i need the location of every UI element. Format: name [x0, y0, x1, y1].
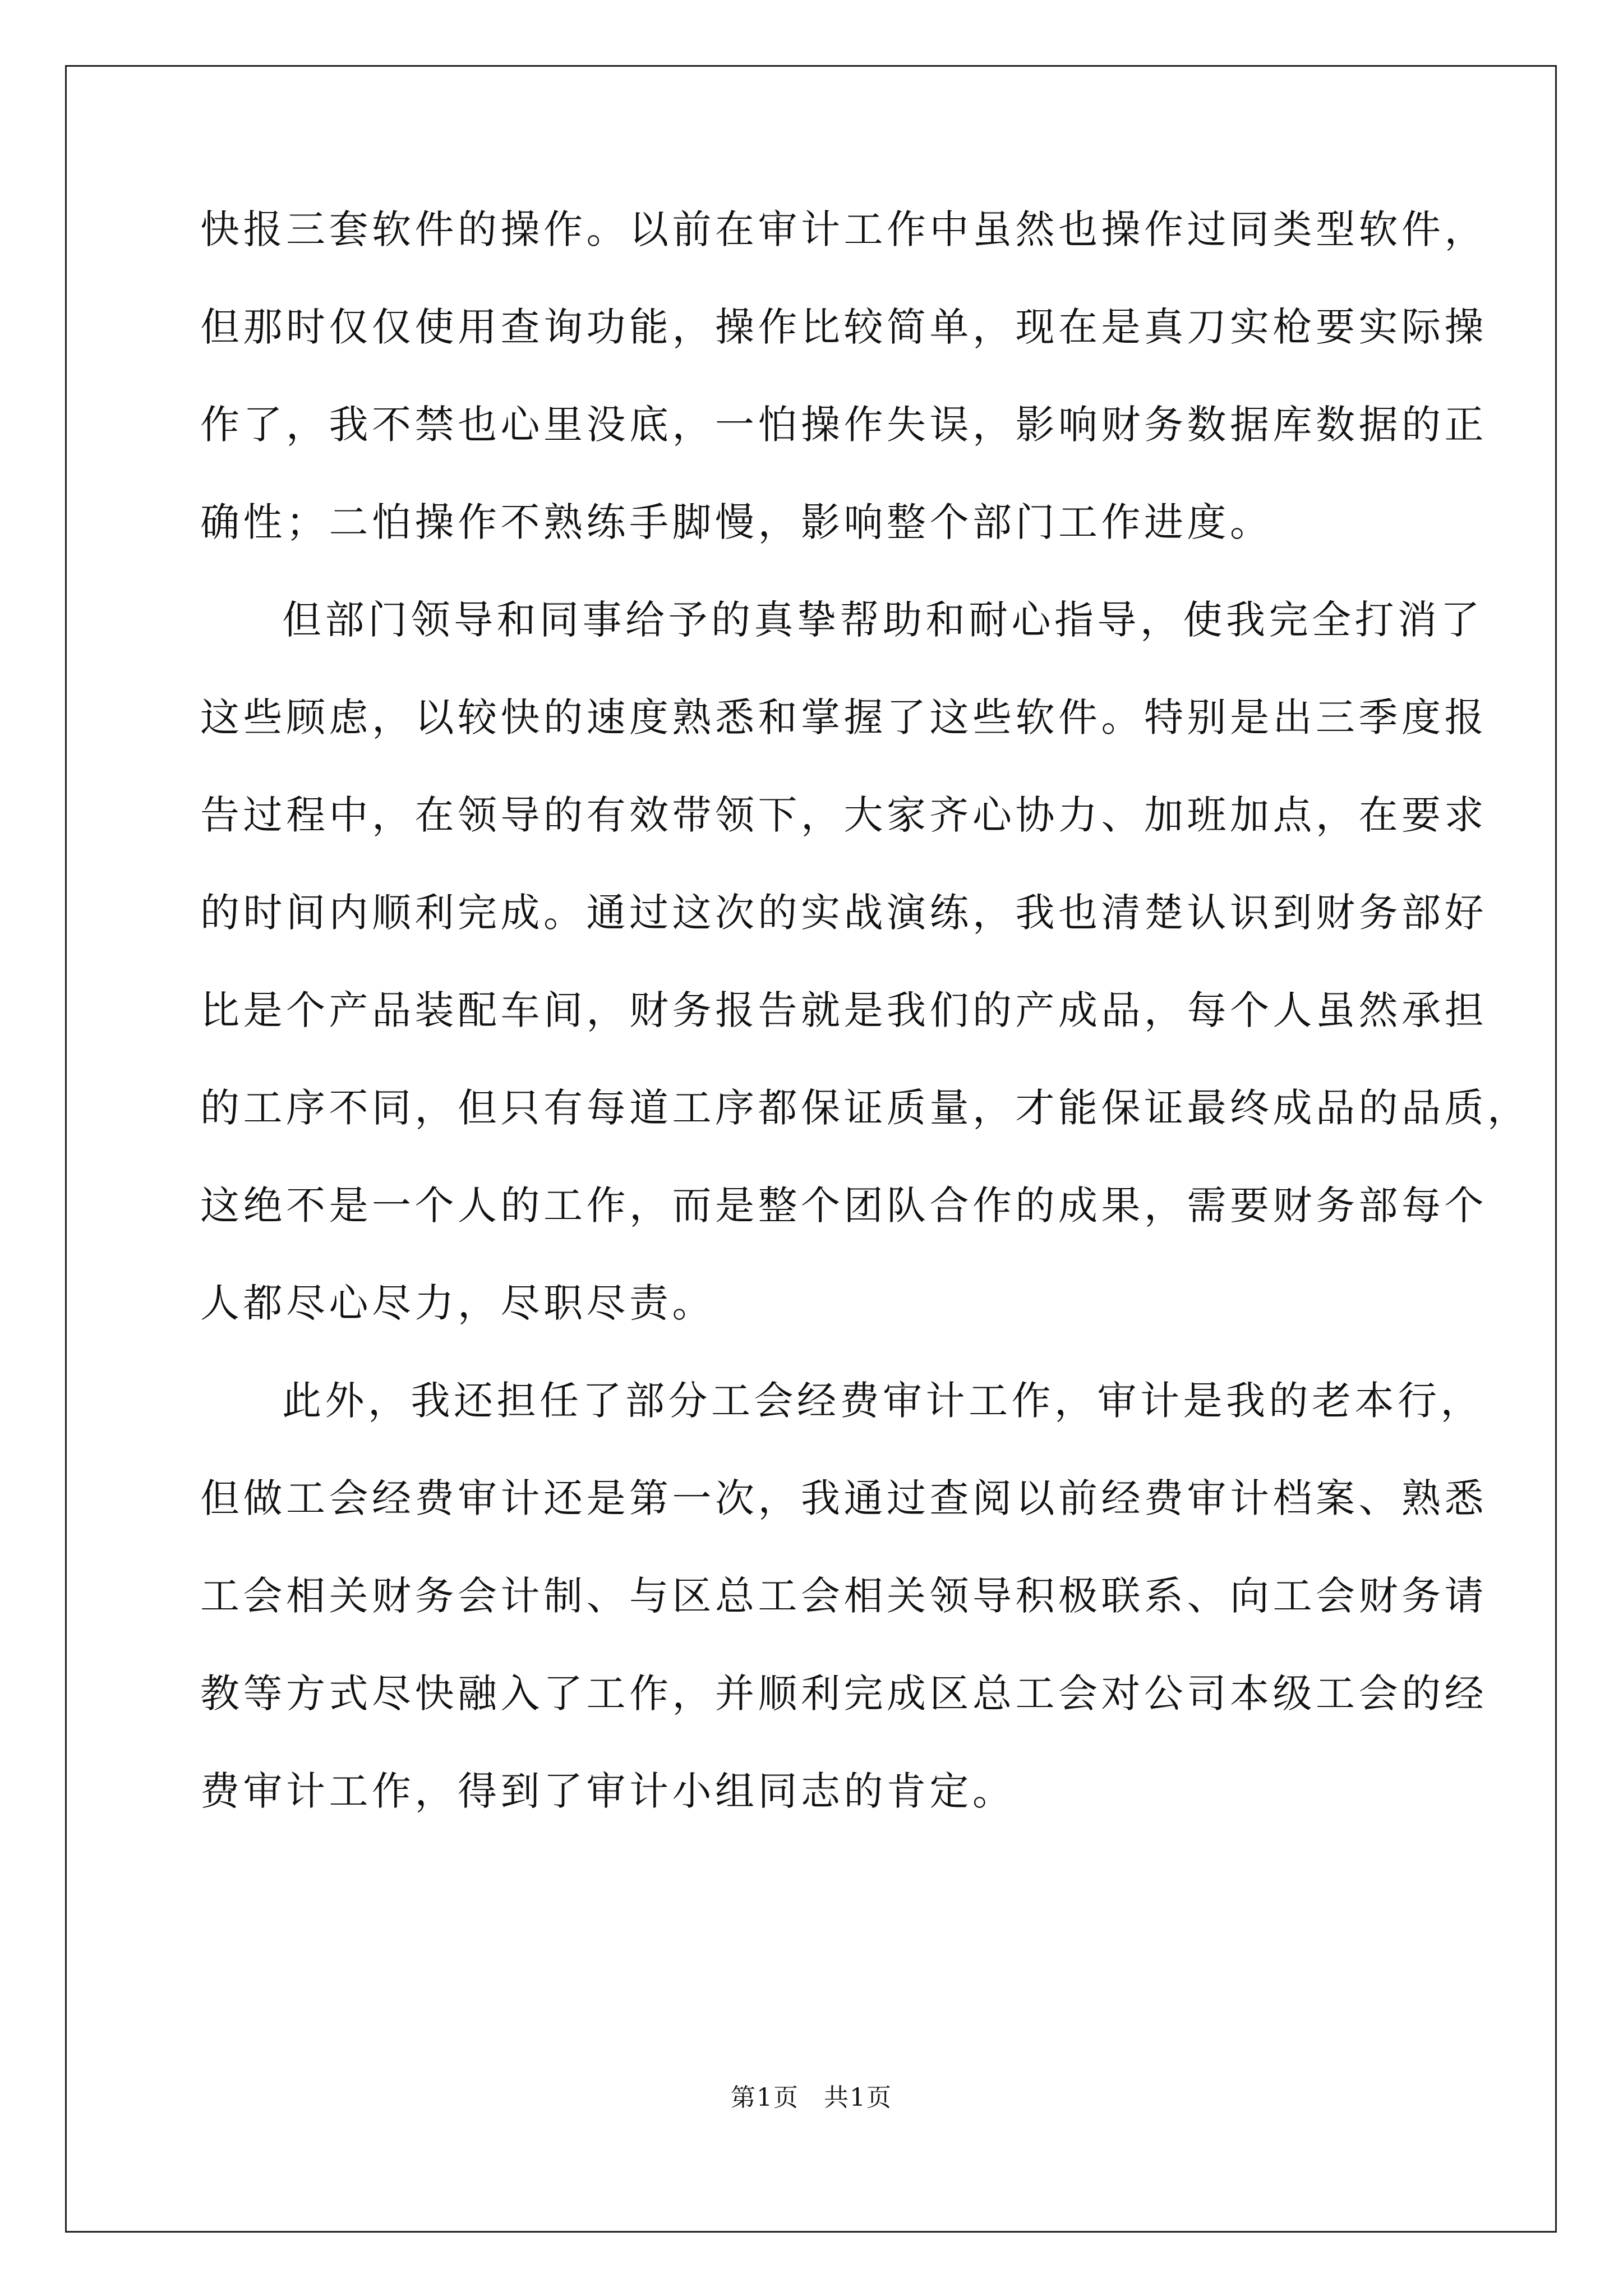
text-line: 但做工会经费审计还是第一次，我通过查阅以前经费审计档案、熟悉	[200, 1475, 1487, 1521]
text-line: 比是个产品装配车间，财务报告就是我们的产成品，每个人虽然承担	[200, 987, 1487, 1033]
page-number-total: 共1页	[824, 2083, 892, 2112]
text-line: 的时间内顺利完成。通过这次的实战演练，我也清楚认识到财务部好	[200, 890, 1487, 936]
paragraph-first-line: 此外，我还担任了部分工会经费审计工作，审计是我的老本行，	[282, 1378, 1483, 1424]
text-line: 费审计工作，得到了审计小组同志的肯定。	[200, 1768, 1016, 1814]
page-number-current: 第1页	[731, 2083, 799, 2112]
text-line: 确性；二怕操作不熟练手脚慢，影响整个部门工作进度。	[200, 499, 1273, 545]
text-line: 这些顾虑，以较快的速度熟悉和掌握了这些软件。特别是出三季度报	[200, 694, 1487, 740]
page-footer	[0, 2084, 1623, 2112]
text-line: 工会相关财务会计制、与区总工会相关领导积极联系、向工会财务请	[200, 1573, 1487, 1619]
text-line: 这绝不是一个人的工作，而是整个团队合作的成果，需要财务部每个	[200, 1182, 1487, 1228]
text-line: 但那时仅仅使用查询功能，操作比较简单，现在是真刀实枪要实际操	[200, 304, 1487, 350]
paragraph-first-line: 但部门领导和同事给予的真挚帮助和耐心指导，使我完全打消了	[282, 597, 1483, 643]
text-line: 教等方式尽快融入了工作，并顺利完成区总工会对公司本级工会的经	[200, 1671, 1487, 1717]
text-line: 告过程中，在领导的有效带领下，大家齐心协力、加班加点，在要求	[200, 792, 1487, 838]
text-line: 快报三套软件的操作。以前在审计工作中虽然也操作过同类型软件，	[200, 206, 1487, 252]
text-line: 的工序不同，但只有每道工序都保证质量，才能保证最终成品的品质，	[200, 1085, 1530, 1131]
document-body	[200, 206, 1530, 1869]
text-line: 作了，我不禁也心里没底，一怕操作失误，影响财务数据库数据的正	[200, 402, 1487, 448]
text-line: 人都尽心尽力，尽职尽责。	[200, 1280, 715, 1326]
